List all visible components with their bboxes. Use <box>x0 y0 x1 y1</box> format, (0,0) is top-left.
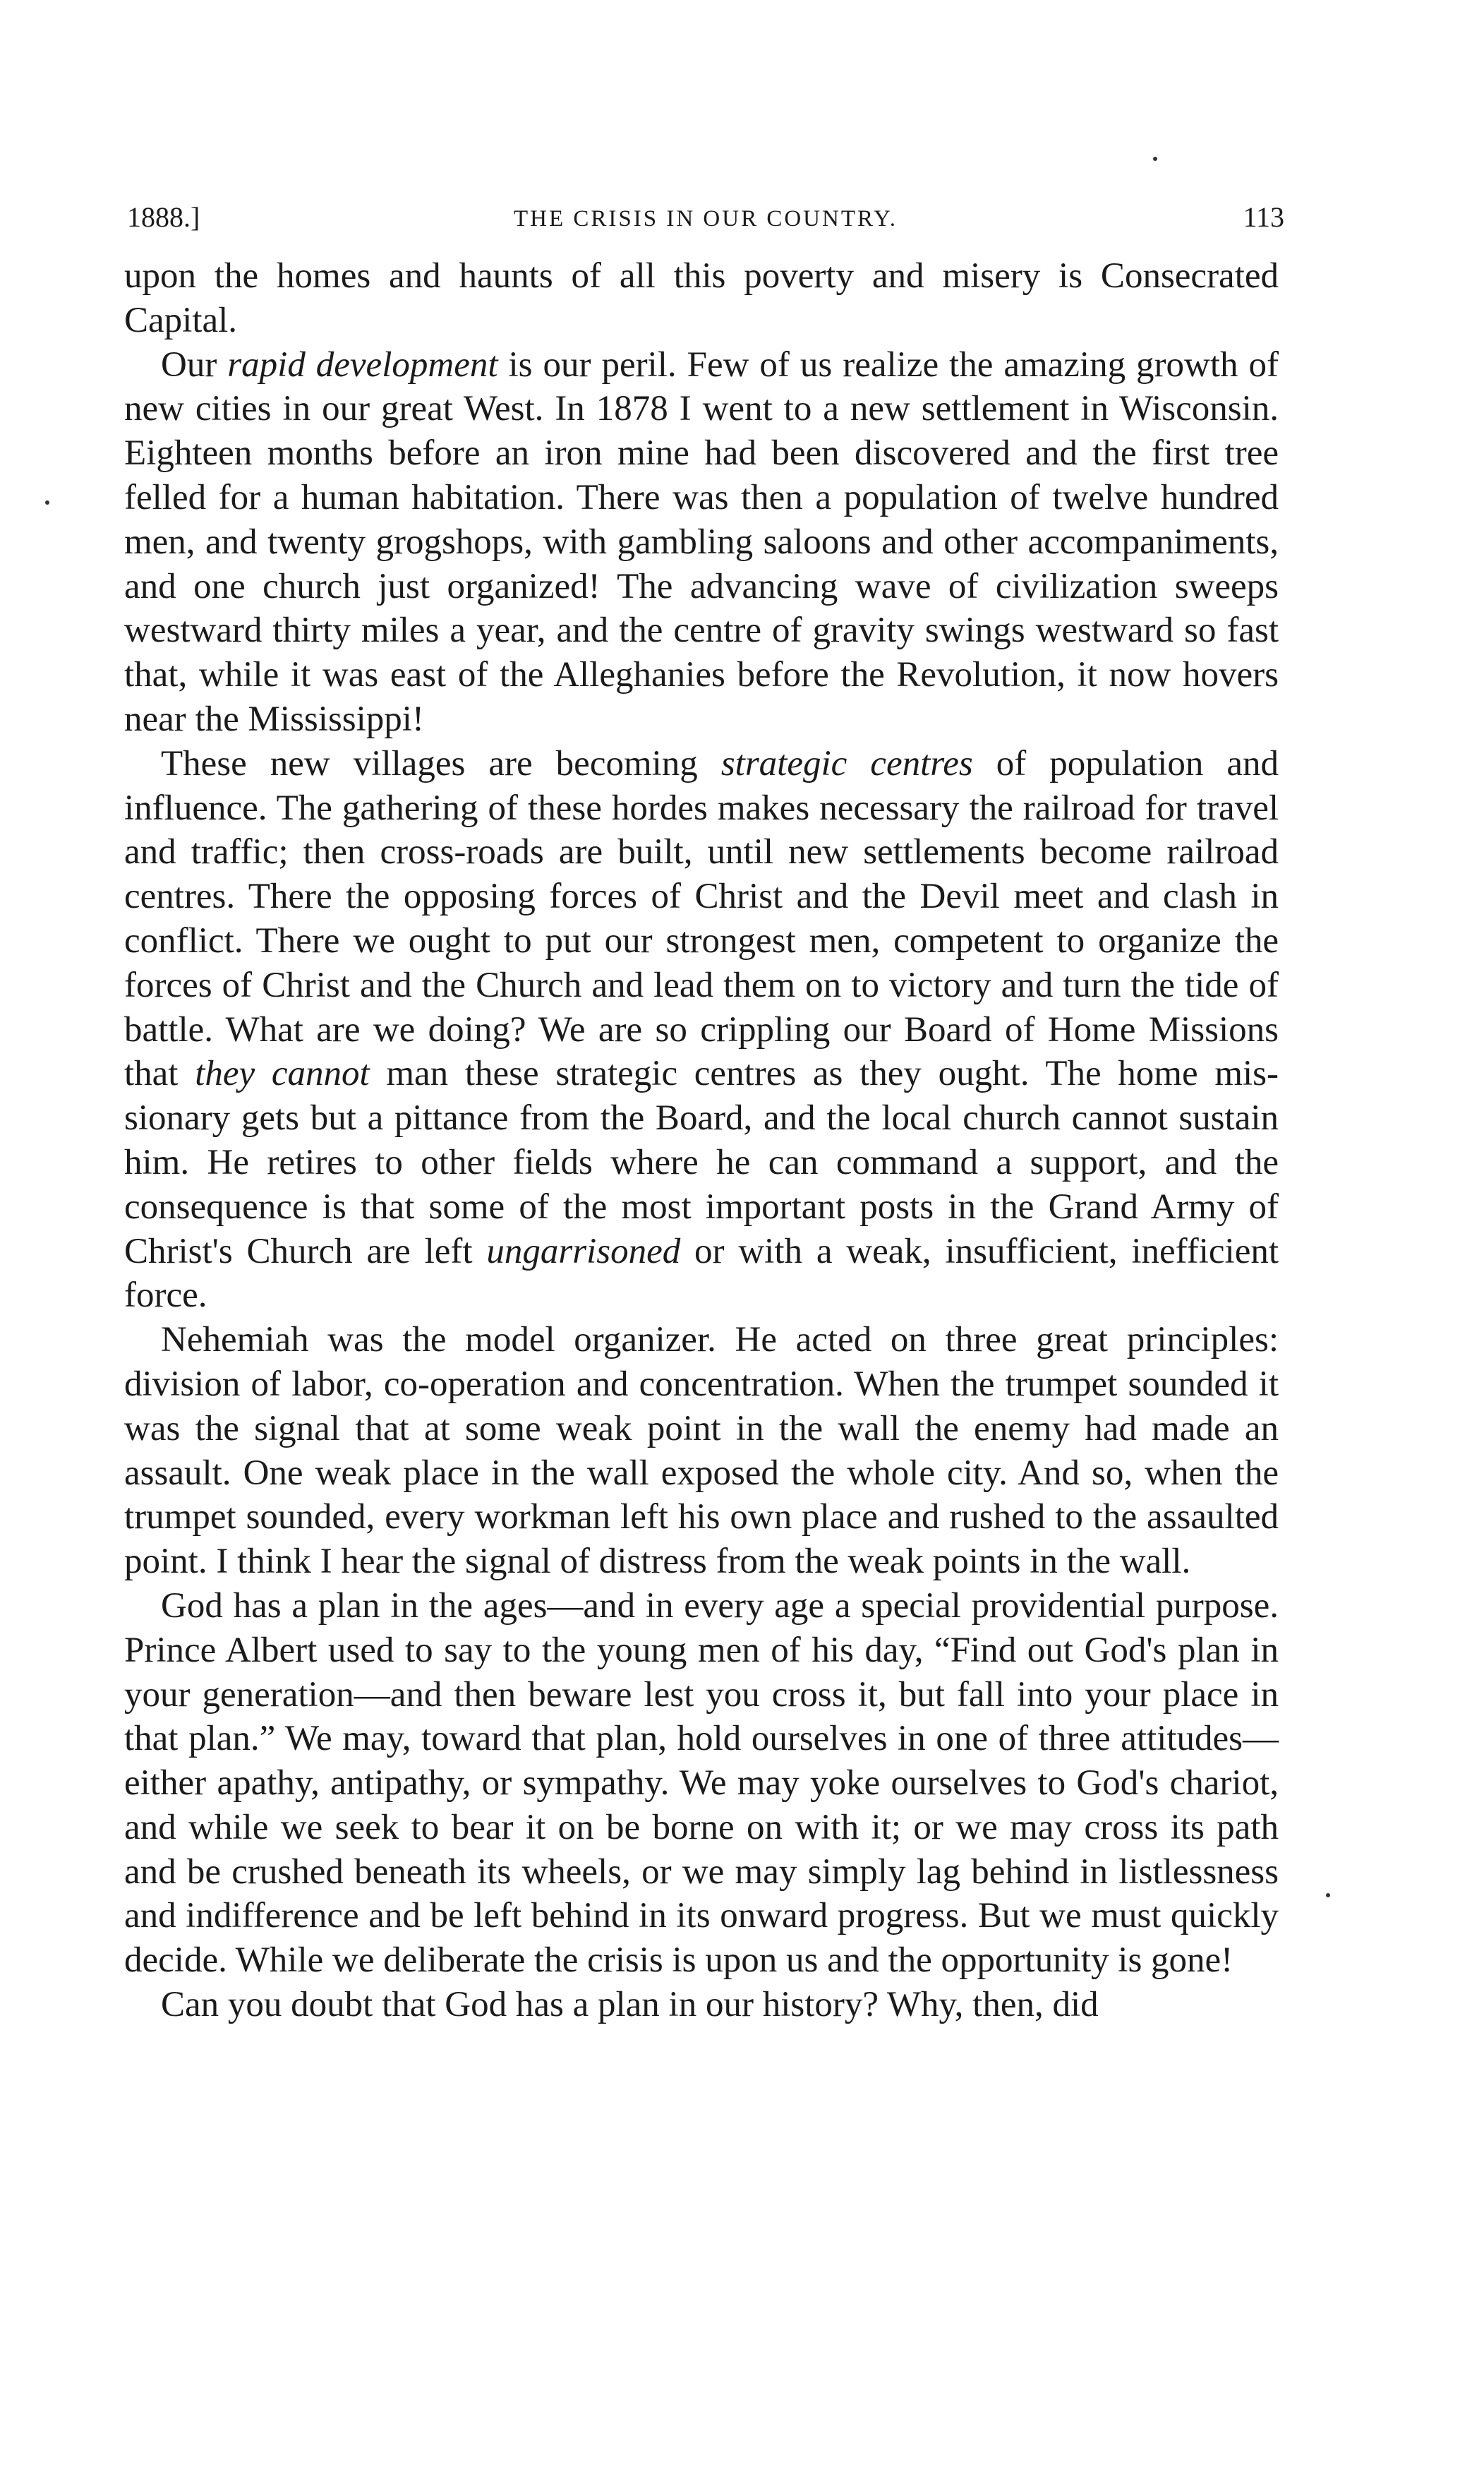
italic-phrase: they cannot <box>195 1054 370 1094</box>
paragraph-1 <box>124 254 1279 343</box>
text-run: Nehemiah was the model organizer. He acted on three great principles: division of labor, co-operation and concentration. When the trumpet sounded it was the signal that at some weak point in the wall the enemy had made an assault. One weak place in the wall exposed the whole city. And so, when the trumpet sounded, every workman left his own place and rushed to the assaulted point. I think I hear the signal of distress from the weak points in the wall. <box>124 1320 1279 1582</box>
text-run: of population and influence. The gathering of these hordes makes necessary the railroad for travel and traffic; then cross-roads are built, until new settlements become railroad centres. There the opposing forces of Christ and the Devil meet and clash in conflict. There we ought to put our strongest men, competent to organize the forces of Christ and the Church and lead them on to victory and turn the tide of battle. What are we doing? We are so crippling our Board of Home Missions that <box>124 743 1279 1094</box>
page-number: 113 <box>1243 201 1284 233</box>
running-head <box>127 199 1284 236</box>
text-run: Can you doubt that God has a plan in our history? Why, then, did <box>161 1985 1099 2025</box>
paragraph-4 <box>124 1318 1279 1584</box>
paragraph-6 <box>124 1983 1279 2027</box>
paragraph-5 <box>124 1584 1279 1983</box>
body-text <box>124 254 1279 2027</box>
print-speck <box>45 500 49 505</box>
text-run: Our <box>161 344 228 385</box>
text-run: man these strategic centres as they ought. The home missionary gets but a pittance from the Board, and the local church cannot sustain him. He retires to other fields where he can command a support, and the consequence is that some of the most important posts in the Grand Army of Christ's Church are left <box>124 1054 1279 1271</box>
text-run: upon the homes and haunts of all this poverty and misery is Consecrated Capital. <box>124 256 1279 340</box>
running-head-title: THE CRISIS IN OUR COUNTRY. <box>513 206 898 232</box>
print-speck <box>1153 157 1157 161</box>
text-run: God has a plan in the ages—and in every age a special providential purpose. Prince Albert used to say to the young men of his day, “Find out God's plan in your generation—and then beware lest you cross it, but fall into your place in that plan.” We may, toward that plan, hold ourselves in one of three attitudes—either apathy, antipathy, or sympathy. We may yoke ourselves to God's chariot, and while we seek to bear it on be borne on with it; or we may cross its path and be crushed beneath its wheels, or we may simply lag behind in listlessness and indifference and be left behind in its onward progress. But we must quickly decide. While we deliberate the crisis is upon us and the opportunity is gone! <box>124 1585 1279 1981</box>
paragraph-2 <box>124 343 1279 742</box>
italic-phrase: strategic centres <box>720 743 973 784</box>
text-run: These new villages are becoming <box>161 743 721 784</box>
italic-phrase: ungarrisoned <box>486 1231 681 1271</box>
paragraph-3 <box>124 742 1279 1318</box>
italic-phrase: rapid development <box>227 344 498 385</box>
running-head-year: 1888.] <box>127 201 200 233</box>
print-speck <box>1326 1893 1330 1897</box>
text-run: is our peril. Few of us realize the amazing growth of new cities in our great West. In 1878 I went to a new settlement in Wisconsin. Eighteen months before an iron mine had been discovered and the first tree felled for a human habitation. There was then a population of twelve hundred men, and twenty grogshops, with gambling saloons and other accompaniments, and one church just organized! The advancing wave of civilization sweeps westward thirty miles a year, and the centre of gravity swings westward so fast that, while it was east of the Alleghanies before the Revolution, it now hovers near the Mississippi! <box>124 344 1279 739</box>
text-run: or with a weak, insufficient, inefficient force. <box>124 1231 1279 1316</box>
